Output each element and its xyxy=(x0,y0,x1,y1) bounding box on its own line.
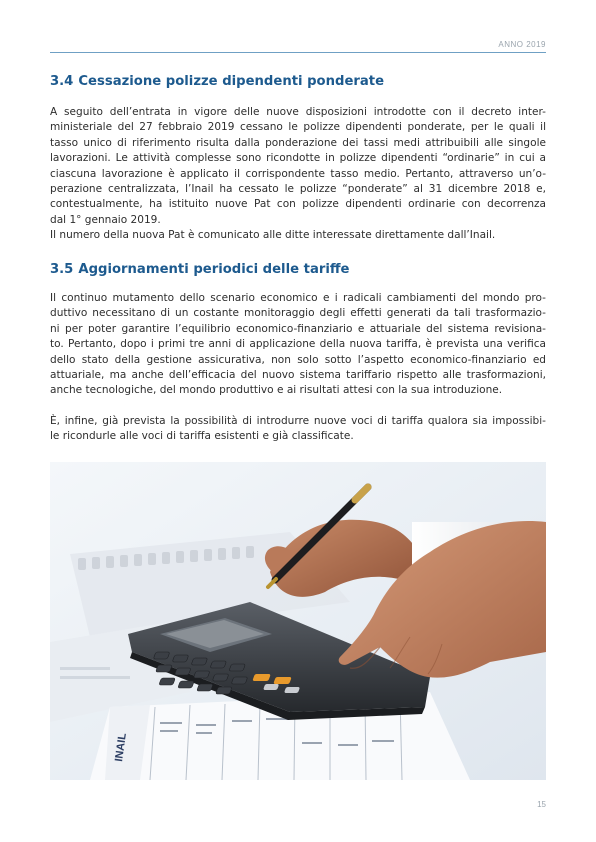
text-line: dello stato della gestione assicurativa, non solo sotto l’aspetto economico-finanziario ed xyxy=(50,353,546,366)
header-rule xyxy=(50,52,546,53)
page-number: 15 xyxy=(537,800,546,809)
section-title-text: Aggiornamenti periodici delle tariffe xyxy=(78,262,350,277)
text-line: tasso unico di riferimento risulta dalla ponderazione dei tassi medi attribuibili alle singole xyxy=(50,136,546,149)
section-3-5 xyxy=(50,262,546,445)
text-line: Il continuo mutamento dello scenario economico e i radicali cambiamenti del mondo pro- xyxy=(50,292,546,304)
text-line: le ricondurle alle voci di tariffa esistenti e già classificate. xyxy=(50,430,354,443)
text-line: contestualmente, ha istituito nuove Pat con polizze dipendenti ordinarie con decorrenza xyxy=(50,198,546,211)
text-line: perazione centralizzata, l’Inail ha cessato le polizze “ponderate” al 31 dicembre 2018 e, xyxy=(50,183,546,196)
form-logo: INAIL xyxy=(113,732,129,763)
text-line: attuariale, ma anche dell’efficacia del nuovo sistema tariffario rispetto alle trasformazioni, xyxy=(50,369,546,382)
paragraph xyxy=(50,105,546,244)
text-line: to. Pertanto, dopo i primi tre anni di applicazione della nuova tariffa, è prevista una verifica xyxy=(50,338,546,351)
text-line: dal 1° gennaio 2019. xyxy=(50,213,161,226)
text-line: ni per poter garantire l’equilibrio economico-finanziario e attuariale del sistema revisiona- xyxy=(50,322,546,335)
text-line: ciascuna lavorazione è applicato il corrispondente tasso medio. Pertanto, attraverso un’o- xyxy=(50,167,546,180)
text-line: anche tecnologiche, del mondo produttivo e ai risultati attesi con la sua introduzione. xyxy=(50,384,503,397)
text-line: Il numero della nuova Pat è comunicato alle ditte interessate direttamente dall’Inail. xyxy=(50,229,496,242)
text-line: A seguito dell’entrata in vigore delle nuove disposizioni introdotte con il decreto inter- xyxy=(50,106,546,118)
text-line: duttivo necessitano di un costante monitoraggio degli effetti generati da tali trasformazio- xyxy=(50,307,546,320)
running-head: ANNO 2019 xyxy=(498,40,546,49)
section-title-text: Cessazione polizze dipendenti ponderate xyxy=(78,74,385,89)
text-line: ministeriale del 27 febbraio 2019 cessano le polizze dipendenti ponderate, per le quali il xyxy=(50,121,546,134)
text-line: È, infine, già prevista la possibilità di introdurre nuove voci di tariffa qualora sia impossibi- xyxy=(50,414,546,427)
paragraph xyxy=(50,414,546,445)
section-title xyxy=(50,74,546,89)
section-number: 3.5 xyxy=(50,262,74,277)
paragraph xyxy=(50,291,546,399)
calculator-photo xyxy=(50,462,546,780)
section-title xyxy=(50,262,546,277)
text-line: lavorazioni. Le attività complesse sono ricondotte in polizze dipendenti “ordinarie” in cui a xyxy=(50,152,546,165)
section-3-4 xyxy=(50,74,546,244)
section-number: 3.4 xyxy=(50,74,74,89)
